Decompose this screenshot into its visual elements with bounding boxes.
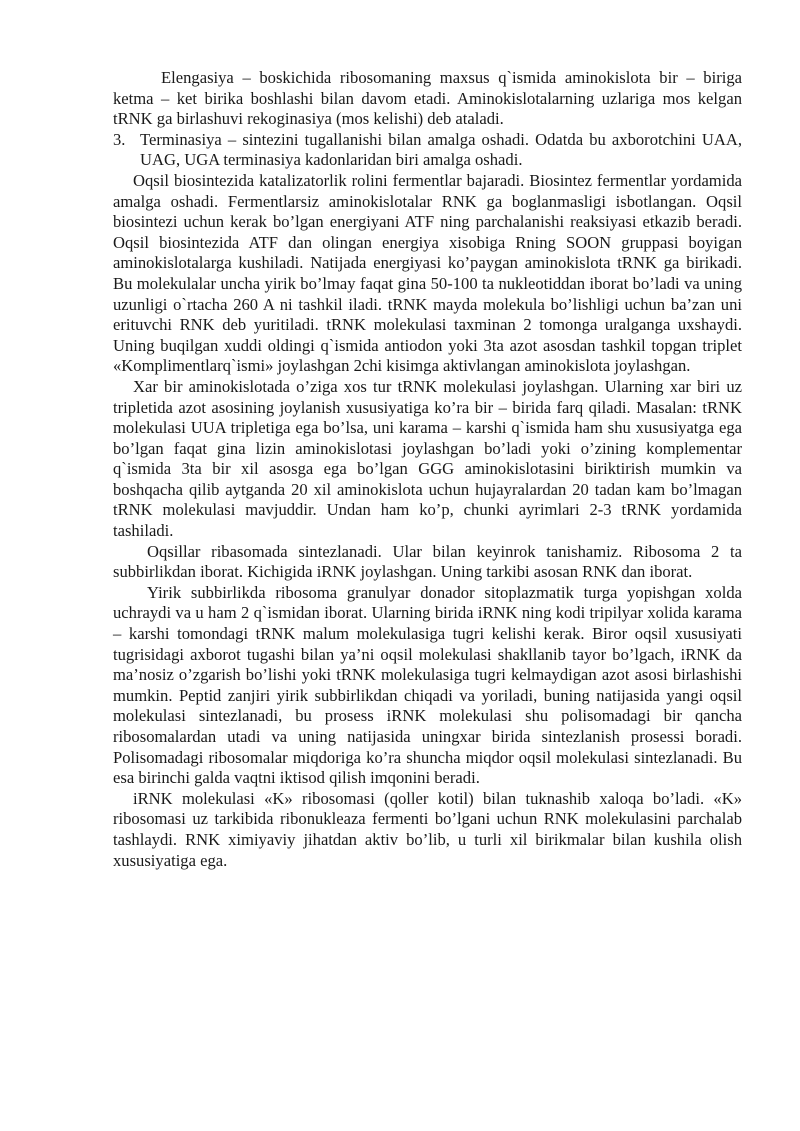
paragraph-enzymes: Oqsil biosintezida katalizatorlik rolini fermentlar bajaradi. Biosintez fermentlar yordamida amalga oshadi. Fermentlarsiz aminokislotalar RNK ga boglanmasligi isbotlangan. Oqsil biosintezi uchun kerak bo’lgan energiyani ATF ning parchalanishi reaksiyasi etkazib beradi. Oqsil biosintezida ATF dan olingan energiya xisobiga Rning SOON gruppasi boyigan aminokislotalarga kushiladi. Natijada energiyasi ko’paygan aminokislota tRNK ga birikadi. Bu molekulalar uncha yirik bo’lmay faqat gina 50-100 ta nukleotiddan iborat bo’ladi va uning uzunligi o`rtacha 260 A ni tashkil iladi. tRNK mayda molekula bo’lishligi uchun ba’zan uni erituvchi RNK deb yuritiladi. tRNK molekulasi taxminan 2 tomonga uralganga uxshaydi. Uning buqilgan xuddi oldingi q`ismida antiodon yoki 3ta azot asosdan tashkil topgan triplet «Komplimentlarq`ismi» joylashgan 2chi kisimga aktivlangan aminokislota joylashgan. xyxy=(113,170,742,376)
paragraph-k-ribosome: iRNK molekulasi «K» ribosomasi (qoller kotil) bilan tuknashib xaloqa bo’ladi. «K» ribosomasi uz tarkibida ribonukleaza fermenti bo’lgani uchun RNK molekulasini parchalab tashlaydi. RNK ximiyaviy jihatdan aktiv bo’lib, u turli xil birikmalar bilan kushila olish xususiyatiga ega. xyxy=(113,788,742,870)
paragraph-ribosome: Oqsillar ribasomada sintezlanadi. Ular bilan keyinrok tanishamiz. Ribosoma 2 ta subbirlikdan iborat. Kichigida iRNK joylashgan. Uning tarkibi asosan RNK dan iborat. xyxy=(113,541,742,582)
document-page xyxy=(113,68,742,871)
paragraph-large-subunit: Yirik subbirlikda ribosoma granulyar donador sitoplazmatik turga yopishgan xolda uchraydi va u ham 2 q`ismidan iborat. Ularning birida iRNK ning kodi tripilyar xolida karama – karshi tomondagi tRNK malum molekulasiga tugri kelishi kerak. Biror oqsil xususiyati tugrisidagi axborot tugashi bilan ya’ni oqsil molekulasi shakllanib tayor bo’lgach, iRNK da ma’nosiz o’zgarish bo’lishi yoki tRNK molekulasiga tugri kelmaydigan azot asosi birlashishi mumkin. Peptid zanjiri yirik subbirlikdan chiqadi va yoriladi, buning natijasida yangi oqsil molekulasi sintezlanadi, bu prosess iRNK molekulasi shu polisomadagi bir qancha ribosomalardan utadi va uning natijasida uningxar birida sintezlanish prosessi boradi. Polisomadagi ribosomalar miqdoriga ko’ra shuncha miqdor oqsil molekulasi sintezlanadi. Bu esa birinchi galda vaqtni iktisod qilish imqonini beradi. xyxy=(113,582,742,788)
paragraph-termination: Terminasiya – sintezini tugallanishi bilan amalga oshadi. Odatda bu axborotchini UAA, UAG, UGA terminasiya kadonlaridan biri amalga oshadi. xyxy=(140,129,742,170)
list-number: 3. xyxy=(113,129,126,149)
paragraph-elongation: Elengasiya – boskichida ribosomaning maxsus q`ismida aminokislota bir – biriga ketma – ket birika boshlashi bilan davom etadi. Aminokislotalarning uzlariga mos kelgan tRNK ga birlashuvi rekoginasiya (mos kelishi) deb ataladi. xyxy=(113,68,742,129)
list-item-termination xyxy=(113,130,742,171)
paragraph-trna: Xar bir aminokislotada o’ziga xos tur tRNK molekulasi joylashgan. Ularning xar biri uz tripletida azot asosining joylanish xususiyatiga ko’ra bir – birida farq qiladi. Masalan: tRNK molekulasi UUA tripletiga ega bo’lsa, uni karama – karshi q`ismida ham shu xususiyatga ega bo’lgan faqat gina lizin aminokislotasi joylashgan bo’ladi yoki o’zining komplementar q`ismida 3ta bir xil asosga ega bo’lgan GGG aminokislotasini biriktirish mumkin va boshqacha qilib aytganda 20 xil aminokislota uchun hujayralardan 20 tadan kam bo’lmagan tRNK molekulasi mavjuddir. Undan ham ko’p, chunki ayrimlari 2-3 tRNK yordamida tashiladi. xyxy=(113,376,742,541)
